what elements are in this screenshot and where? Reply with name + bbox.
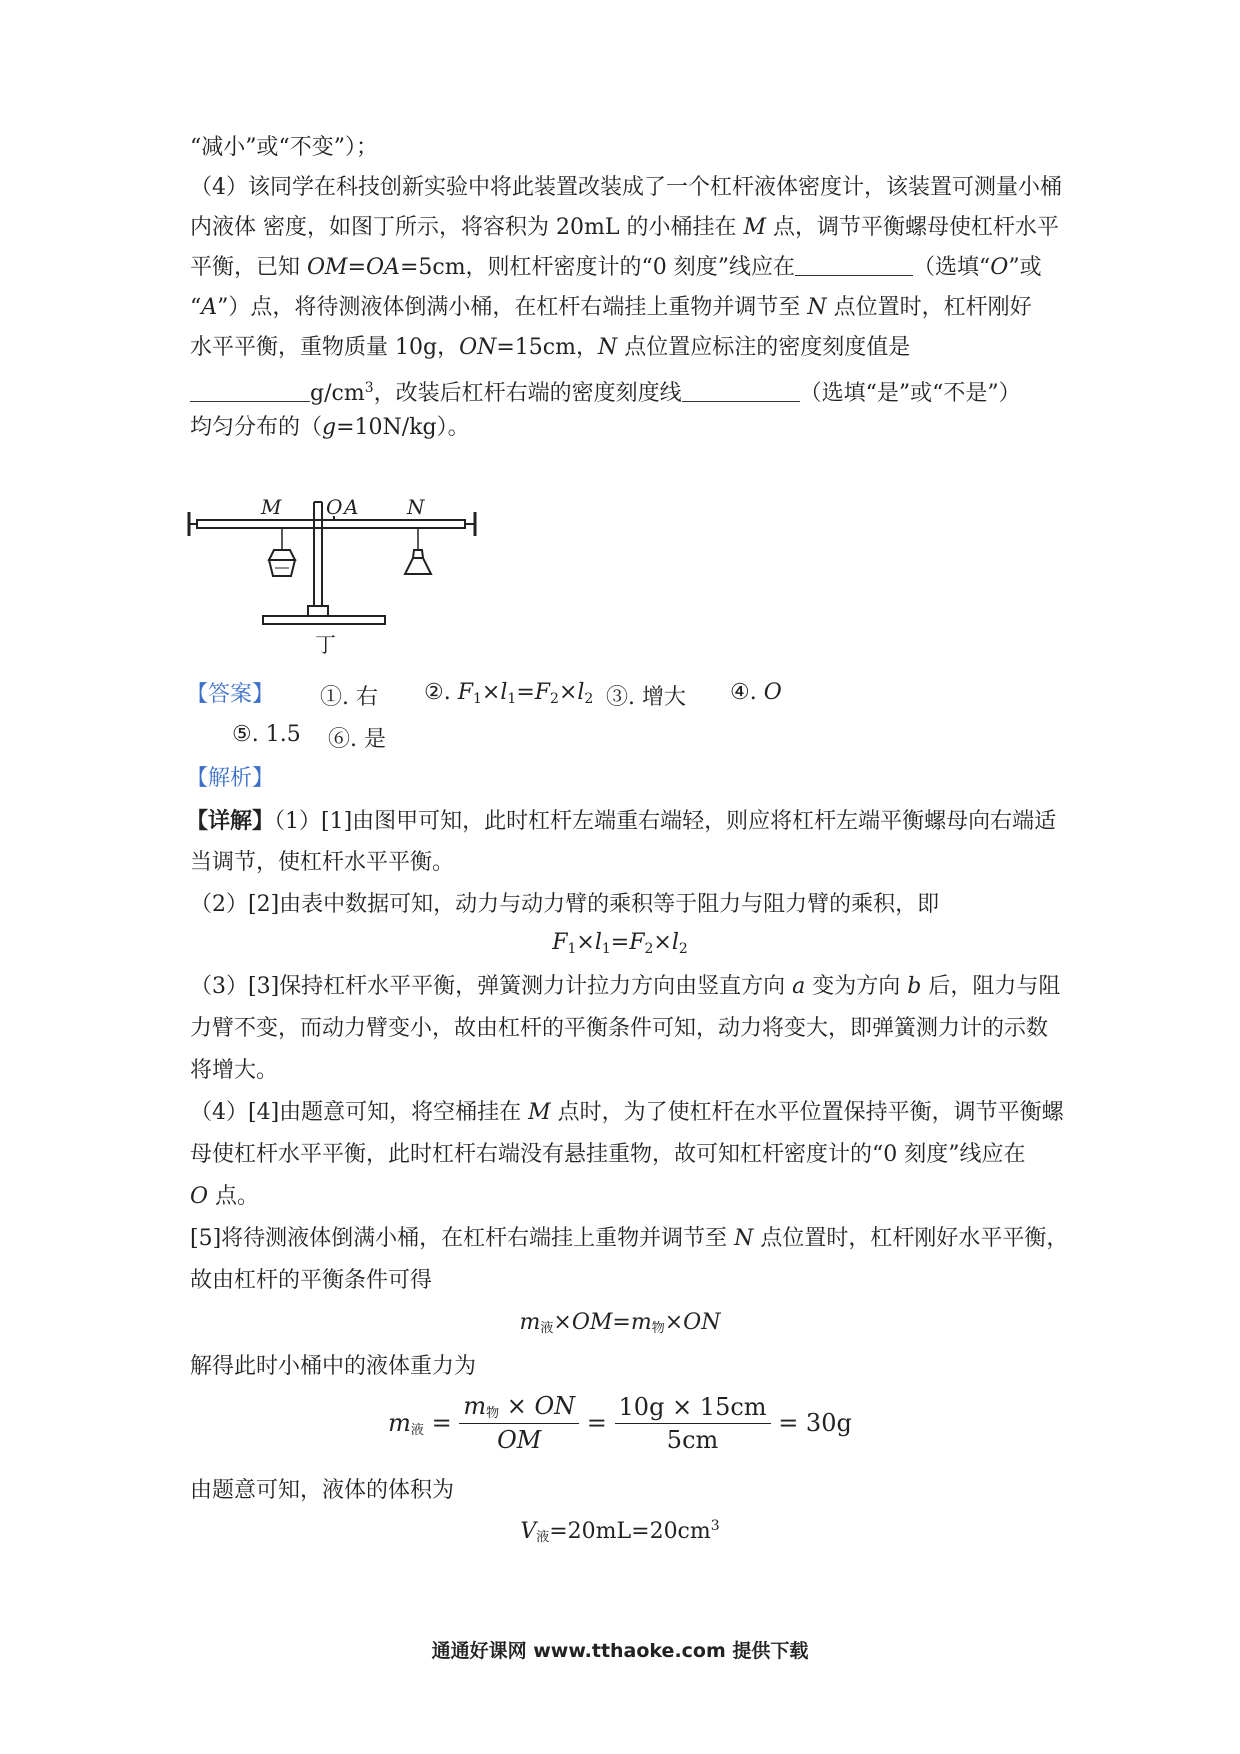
analysis-p1-line-2: 当调节，使杠杆水平平衡。	[190, 850, 455, 875]
answer-4: ④. O	[730, 680, 782, 705]
fraction-2: $\frac{10g \times 15cm}{5cm}$	[615, 1393, 771, 1454]
answer-tag: 【答案】	[186, 682, 275, 707]
problem-line-4: 平衡，已知 OM=OA=5cm，则杠杆密度计的“0 刻度”线应在 （选填“O”或	[190, 255, 1042, 280]
fraction-1: $\frac{\text{m物 × ON}}{OM}$	[459, 1392, 579, 1454]
analysis-p4-line-2: 母使杠杆水平平衡，此时杠杆右端没有悬挂重物，故可知杠杆密度计的“0 刻度”线应在	[190, 1142, 1026, 1167]
problem-line-7: $g/cm^3$，改装后杠杆右端的密度刻度线 （选填“是”或“不是”）	[190, 373, 1021, 409]
label-A: A	[344, 495, 359, 519]
analysis-p6: 解得此时小桶中的液体重力为	[190, 1354, 477, 1379]
hanging-weight	[405, 558, 431, 574]
answer-blank-1[interactable]	[795, 253, 913, 276]
label-O: O	[326, 495, 343, 519]
formula-liquid-mass: m液 = $\frac{\text{m物 × ON}}{OM}$ = $\frac{10g \times 15cm}{5cm}$ = 30g	[388, 1392, 852, 1454]
problem-line-8: 均匀分布的（g=10N/kg）。	[190, 415, 470, 440]
analysis-p1-line-1: 【详解】（1）[1]由图甲可知，此时杠杆左端重右端轻，则应将杠杆左端平衡螺母向右端适	[186, 808, 1057, 834]
label-M: M	[261, 495, 282, 519]
problem-line-5: “A”）点，将待测液体倒满小桶，在杠杆右端挂上重物并调节至 N 点位置时，杠杆刚好	[190, 295, 1032, 320]
figure-caption: 丁	[315, 633, 336, 657]
analysis-p3-line-3: 将增大。	[190, 1058, 279, 1083]
analysis-p5-line-2: 故由杠杆的平衡条件可得	[190, 1268, 433, 1293]
problem-line-2: （4）该同学在科技创新实验中将此装置改装成了一个杠杆液体密度计，该装置可测量小桶	[190, 175, 1063, 200]
lever-bar	[197, 520, 465, 528]
answer-2: ②. $F_1\times l_1=F_2\times l_2$	[424, 680, 594, 707]
answer-blank-2[interactable]	[190, 379, 310, 402]
analysis-tag: 【解析】	[186, 766, 275, 791]
label-N: N	[407, 495, 425, 519]
problem-line-3: 内液体 密度，如图丁所示，将容积为 20mL 的小桶挂在 M 点，调节平衡螺母使杠杆水平	[190, 215, 1059, 240]
analysis-p2: （2）[2]由表中数据可知，动力与动力臂的乘积等于阻力与阻力臂的乘积，即	[190, 892, 940, 917]
page-footer: 通通好课网 www.tthaoke.com 提供下载	[431, 1640, 809, 1662]
answer-3: ③. 增大	[606, 685, 686, 710]
problem-line-1: “减小”或“不变”）；	[190, 135, 378, 160]
formula-lever-balance: $F_1\times l_1=F_2\times l_2$	[552, 930, 688, 957]
support-block	[308, 606, 328, 616]
formula-mass-balance: m液×OM=m物×ON	[519, 1310, 721, 1336]
analysis-p3-line-1: （3）[3]保持杠杆水平平衡，弹簧测力计拉力方向由竖直方向 a 变为方向 b 后，阻力与阻	[190, 974, 1061, 999]
formula-liquid-volume: V液$=20mL=20cm^3$	[520, 1518, 720, 1545]
answer-5: ⑤. 1.5	[232, 722, 301, 747]
analysis-p5-line-1: [5]将待测液体倒满小桶，在杠杆右端挂上重物并调节至 N 点位置时，杠杆刚好水平平衡，	[190, 1226, 1069, 1251]
analysis-p4-line-3: O 点。	[190, 1184, 260, 1209]
analysis-p3-line-2: 力臂不变，而动力臂变小，故由杠杆的平衡条件可知，动力将变大，即弹簧测力计的示数	[190, 1016, 1049, 1041]
support-base	[263, 616, 385, 624]
problem-line-6: 水平平衡，重物质量 10g，ON=15cm，N 点位置应标注的密度刻度值是	[190, 335, 911, 360]
lever-density-meter-figure	[185, 488, 495, 660]
answer-1: ①. 右	[320, 685, 378, 710]
analysis-p4-line-1: （4）[4]由题意可知，将空桶挂在 M 点时，为了使杠杆在水平位置保持平衡，调节平衡螺	[190, 1100, 1064, 1125]
analysis-p7: 由题意可知，液体的体积为	[190, 1478, 455, 1503]
answer-blank-3[interactable]	[682, 379, 800, 402]
answer-6: ⑥. 是	[328, 727, 386, 752]
bucket-lid	[269, 550, 295, 560]
